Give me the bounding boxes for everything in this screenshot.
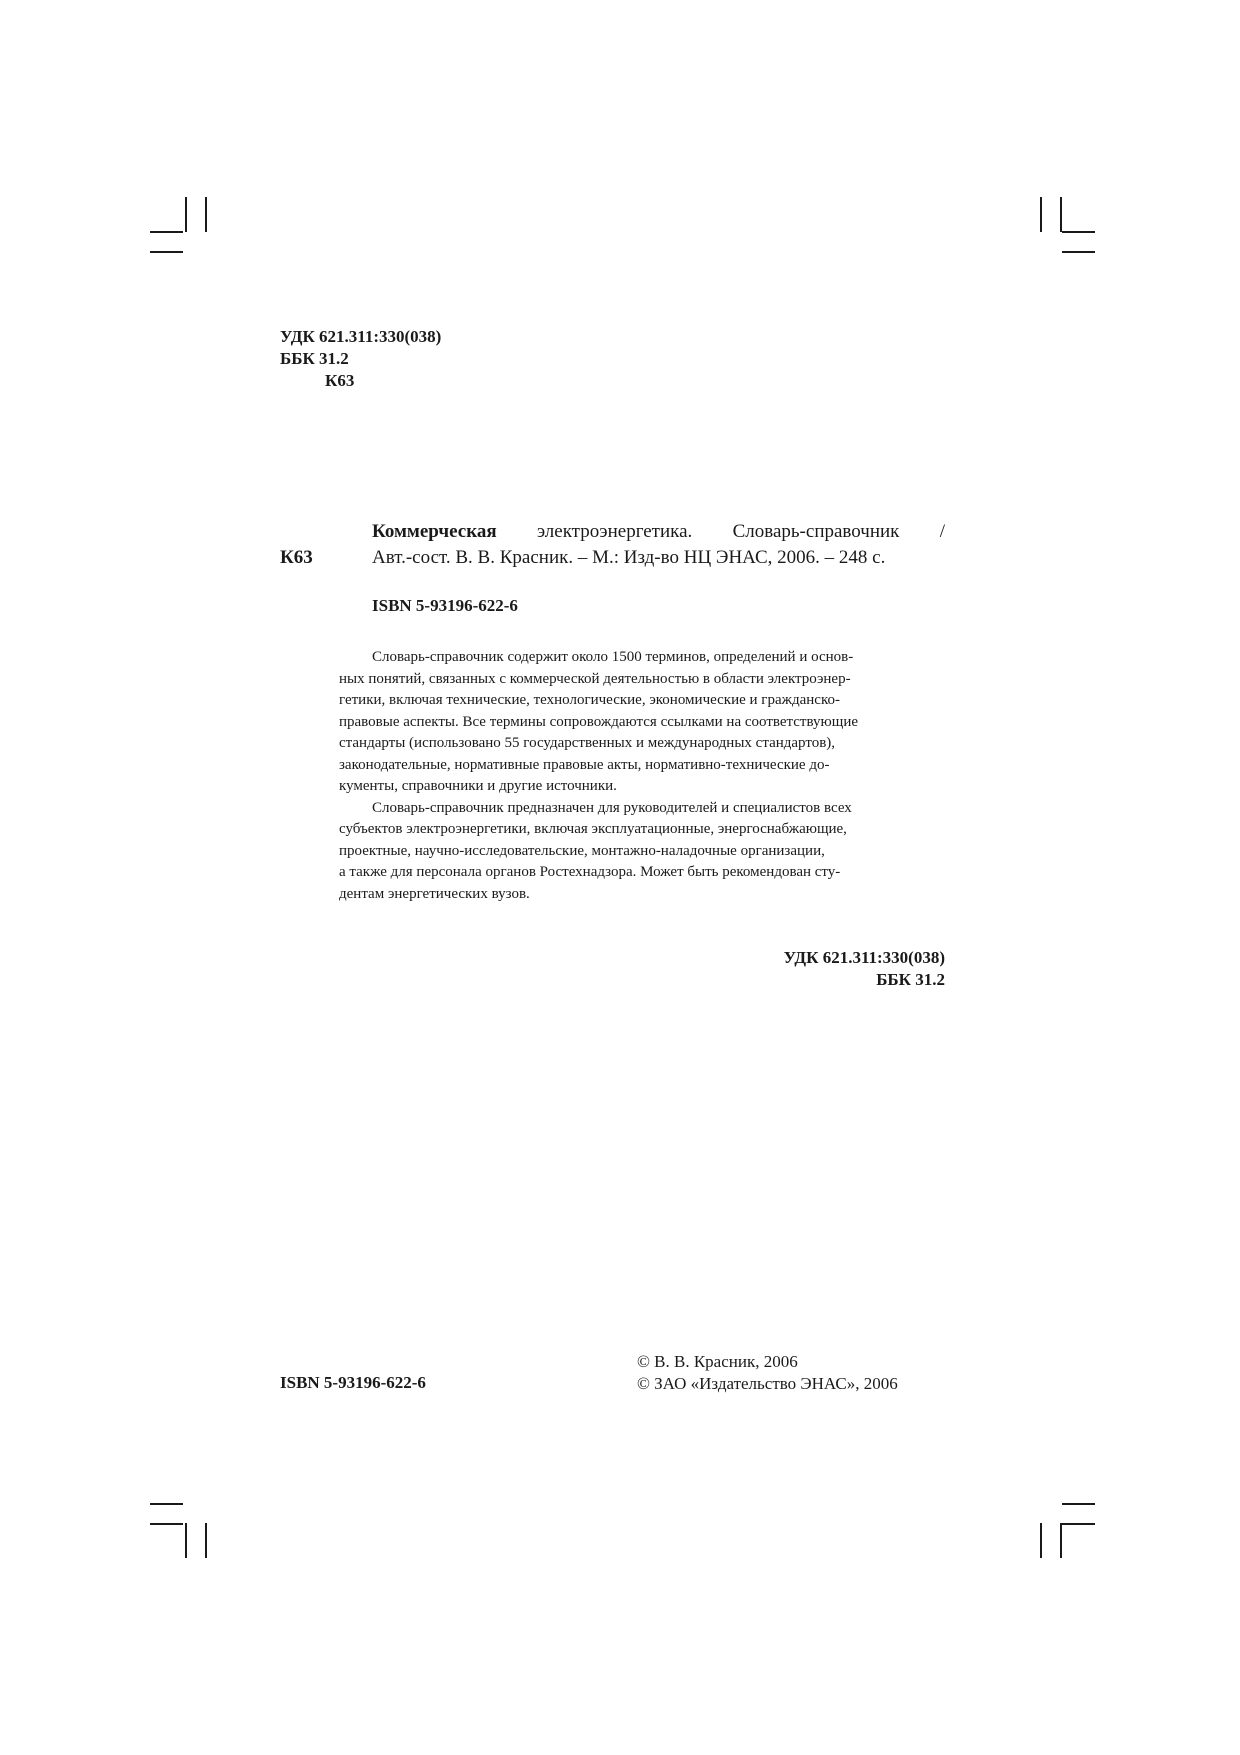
crop-mark bbox=[1040, 197, 1042, 232]
abstract-line: стандарты (использовано 55 государственных и международных стандартов), bbox=[339, 735, 836, 751]
crop-mark bbox=[1062, 1503, 1095, 1505]
crop-mark bbox=[150, 251, 183, 253]
abstract-line: законодательные, нормативные правовые акты, нормативно-технические до- bbox=[339, 756, 830, 773]
crop-mark bbox=[205, 197, 207, 232]
author-mark: К63 bbox=[325, 371, 355, 390]
copyright-publisher: © ЗАО «Издательство ЭНАС», 2006 bbox=[637, 1374, 898, 1393]
crop-mark bbox=[150, 1503, 183, 1505]
isbn-footer: ISBN 5-93196-622-6 bbox=[280, 1373, 426, 1392]
author-mark-side: К63 bbox=[280, 547, 313, 568]
abstract-line: субъектов электроэнергетики, включая эксплуатационные, энергоснабжающие, bbox=[339, 821, 847, 837]
crop-mark bbox=[1062, 251, 1095, 253]
abstract-paragraph bbox=[339, 798, 945, 906]
title-line bbox=[372, 519, 945, 545]
abstract bbox=[339, 647, 945, 905]
crop-mark bbox=[185, 1523, 187, 1558]
bbk-code: ББК 31.2 bbox=[876, 970, 945, 989]
crop-mark bbox=[150, 231, 183, 233]
copyright-block bbox=[637, 1351, 898, 1395]
abstract-line: проектные, научно-исследовательские, монтажно-наладочные организации, bbox=[339, 842, 825, 859]
abstract-line: правовые аспекты. Все термины сопровождаются ссылками на соответствующие bbox=[339, 713, 859, 730]
abstract-line: а также для персонала органов Ростехнадзора. Может быть рекомендован сту- bbox=[339, 864, 841, 880]
abstract-line: кументы, справочники и другие источники. bbox=[339, 778, 617, 794]
crop-mark bbox=[150, 1523, 183, 1525]
crop-mark bbox=[1060, 197, 1062, 232]
udk-code: УДК 621.311:330(038) bbox=[280, 327, 442, 346]
isbn: ISBN 5-93196-622-6 bbox=[372, 596, 518, 615]
udk-code: УДК 621.311:330(038) bbox=[783, 948, 945, 967]
crop-mark bbox=[1062, 231, 1095, 233]
classification-block bbox=[280, 326, 441, 392]
bbk-code: ББК 31.2 bbox=[280, 349, 349, 368]
abstract-line: дентам энергетических вузов. bbox=[339, 885, 530, 902]
crop-mark bbox=[1040, 1523, 1042, 1558]
abstract-paragraph bbox=[339, 647, 945, 798]
crop-mark bbox=[185, 197, 187, 232]
bibliographic-description bbox=[372, 519, 945, 571]
title-rest: электроэнергетика. Словарь-справочник / bbox=[496, 521, 945, 542]
imprint-line: Авт.-сост. В. В. Красник. – М.: Изд-во НЦ ЭНАС, 2006. – 248 с. bbox=[372, 547, 886, 568]
title-bold: Коммерческая bbox=[372, 521, 497, 542]
classification-block-bottom bbox=[600, 947, 945, 991]
crop-mark bbox=[205, 1523, 207, 1558]
abstract-line: Словарь-справочник содержит около 1500 терминов, определений и основ- bbox=[372, 649, 854, 665]
crop-mark bbox=[1062, 1523, 1095, 1525]
abstract-line: ных понятий, связанных с коммерческой деятельностью в области электроэнер- bbox=[339, 670, 851, 687]
abstract-line: гетики, включая технические, технологические, экономические и гражданско- bbox=[339, 692, 840, 708]
crop-mark bbox=[1060, 1523, 1062, 1558]
abstract-line: Словарь-справочник предназначен для руководителей и специалистов всех bbox=[372, 799, 852, 816]
copyright-author: © В. В. Красник, 2006 bbox=[637, 1352, 798, 1371]
